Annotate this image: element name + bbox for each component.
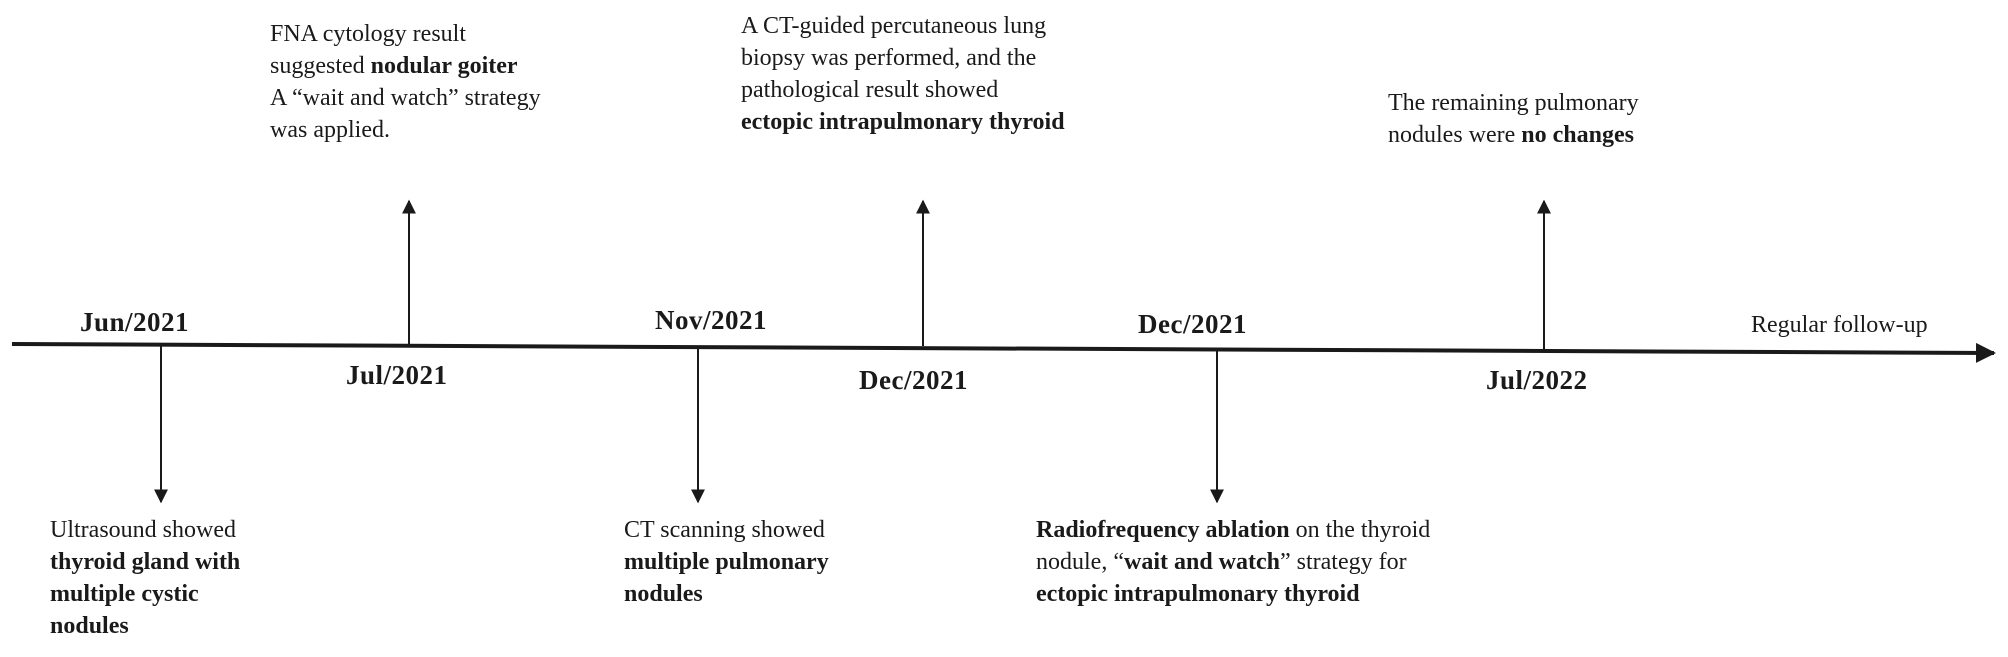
event-note-jun2021 (50, 514, 240, 642)
note-text-bold: multiple pulmonary (624, 549, 829, 575)
note-text-bold: no changes (1521, 122, 1634, 148)
event-note-jul2022 (1388, 87, 1639, 151)
note-text: A “wait and watch” strategy (270, 85, 541, 111)
note-line (1036, 514, 1430, 546)
note-line (741, 106, 1065, 138)
note-line (1036, 578, 1430, 610)
note-text-bold: multiple cystic (50, 581, 199, 607)
note-text: FNA cytology result (270, 21, 466, 47)
event-note-dec2021-rfa (1036, 514, 1430, 610)
note-line (50, 610, 240, 642)
note-line (50, 514, 240, 546)
note-text: biopsy was performed, and the (741, 45, 1037, 71)
note-text: nodules were (1388, 122, 1522, 148)
date-label-jul2022: Jul/2022 (1486, 365, 1588, 395)
note-line (624, 578, 829, 610)
note-text-bold: nodules (50, 613, 129, 639)
note-text: CT scanning showed (624, 517, 825, 543)
date-label-dec2021-a: Dec/2021 (859, 365, 968, 395)
note-line (1036, 546, 1430, 578)
note-line (270, 114, 541, 146)
note-line (270, 18, 541, 50)
date-label-dec2021-b: Dec/2021 (1138, 309, 1247, 339)
date-label-nov2021: Nov/2021 (655, 305, 767, 335)
date-label-jun2021: Jun/2021 (80, 307, 190, 337)
note-line (1388, 119, 1639, 151)
note-line (270, 50, 541, 82)
note-text-bold: Radiofrequency ablation (1036, 517, 1290, 543)
note-text-bold: ectopic intrapulmonary thyroid (1036, 581, 1360, 607)
event-note-nov2021 (624, 514, 829, 610)
note-text: A CT-guided percutaneous lung (741, 13, 1047, 39)
note-line (624, 546, 829, 578)
note-text-bold: thyroid gland with (50, 549, 241, 575)
date-label-jul2021: Jul/2021 (346, 360, 448, 390)
event-note-dec2021-biopsy (741, 10, 1065, 138)
note-text-bold: nodules (624, 581, 703, 607)
note-text-bold: ectopic intrapulmonary thyroid (741, 109, 1065, 135)
note-text-bold: nodular goiter (370, 53, 518, 79)
note-text: ” strategy for (1280, 549, 1407, 575)
note-line (741, 42, 1065, 74)
note-line (741, 74, 1065, 106)
note-text: Ultrasound showed (50, 517, 236, 543)
timeline-axis (12, 344, 1994, 353)
note-line (270, 82, 541, 114)
note-text: pathological result showed (741, 77, 999, 103)
note-line (624, 514, 829, 546)
note-text: The remaining pulmonary (1388, 90, 1639, 116)
note-line (50, 546, 240, 578)
regular-follow-up-label: Regular follow-up (1751, 312, 1928, 338)
note-text: nodule, “ (1036, 549, 1124, 575)
note-line (741, 10, 1065, 42)
note-text-bold: wait and watch (1123, 549, 1280, 575)
note-text: was applied. (270, 117, 390, 143)
note-line (1388, 87, 1639, 119)
event-note-jul2021 (270, 18, 541, 146)
note-text: on the thyroid (1289, 517, 1431, 543)
note-text: suggested (270, 53, 371, 79)
note-line (50, 578, 240, 610)
